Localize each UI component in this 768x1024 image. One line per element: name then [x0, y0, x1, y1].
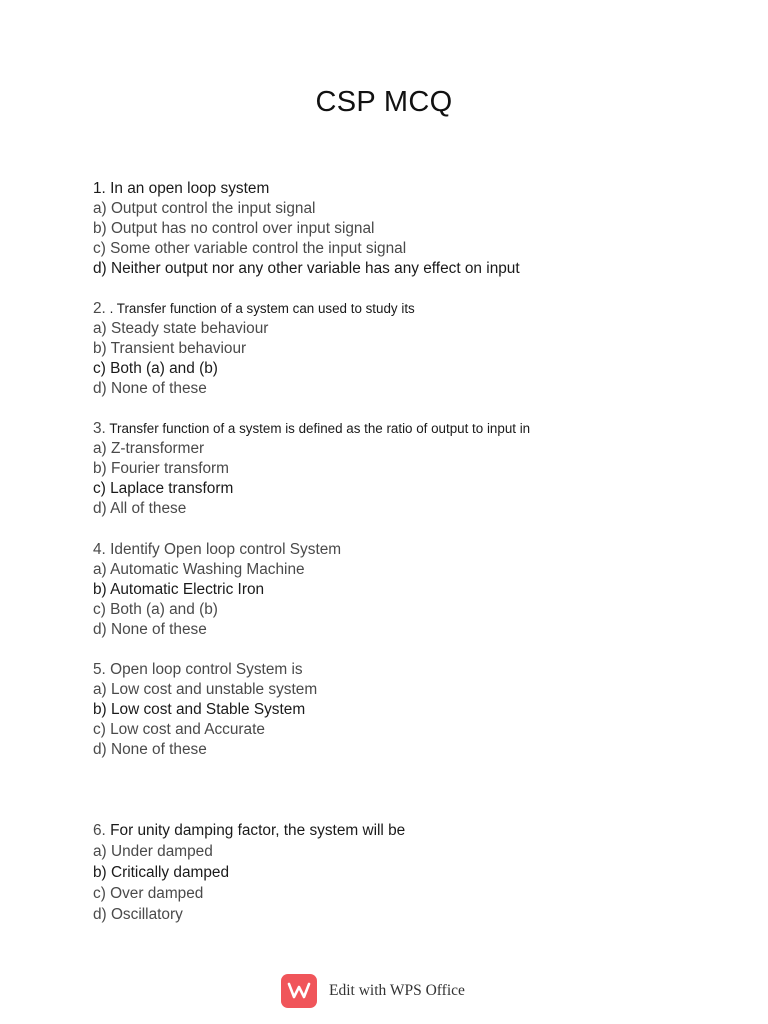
option-d: d) None of these: [93, 621, 207, 638]
question-4: [93, 540, 733, 640]
question-6: [93, 820, 733, 925]
option-d: d) None of these: [93, 741, 207, 758]
question-3-stem: [93, 419, 733, 439]
option-b: b) Transient behaviour: [93, 340, 247, 357]
option-a: a) Automatic Washing Machine: [93, 561, 305, 578]
question-2: [93, 299, 733, 399]
edit-with-wps-badge[interactable]: [281, 974, 465, 1008]
option-d: d) None of these: [93, 380, 207, 397]
question-4-stem: [93, 540, 733, 560]
option-a: a) Z-transformer: [93, 440, 205, 457]
question-text: In an open loop system: [110, 180, 270, 197]
question-1-stem: [93, 179, 733, 199]
question-5: [93, 660, 733, 760]
option-a: a) Under damped: [93, 843, 213, 860]
question-number: 6.: [93, 822, 106, 839]
option-a: a) Output control the input signal: [93, 200, 316, 217]
option-c-answer: c) Both (a) and (b): [93, 360, 218, 377]
option-a: a) Low cost and unstable system: [93, 681, 318, 698]
question-text: Identify Open loop control System: [110, 541, 342, 558]
question-text: Transfer function of a system is defined as the ratio of output to input in: [109, 421, 531, 436]
wps-badge-text: Edit with WPS Office: [329, 982, 465, 999]
page-title: CSP MCQ: [315, 86, 453, 118]
question-6-stem: [93, 820, 733, 841]
question-number: 2.: [93, 300, 106, 317]
option-a: a) Steady state behaviour: [93, 320, 269, 337]
wps-office-logo-icon: [281, 974, 317, 1008]
question-number: 3.: [93, 420, 106, 437]
option-c-answer: c) Laplace transform: [93, 480, 234, 497]
option-b-answer: b) Automatic Electric Iron: [93, 581, 265, 598]
question-2-stem: [93, 299, 733, 319]
option-c: c) Over damped: [93, 885, 204, 902]
option-c: c) Low cost and Accurate: [93, 721, 265, 738]
question-text: Open loop control System is: [110, 661, 303, 678]
option-b: b) Fourier transform: [93, 460, 229, 477]
question-number: 5.: [93, 661, 106, 678]
question-3: [93, 419, 733, 519]
option-d-answer: d) Neither output nor any other variable has any effect on input: [93, 260, 520, 277]
option-d: d) Oscillatory: [93, 906, 183, 923]
question-text: . Transfer function of a system can used to study its: [109, 301, 415, 316]
question-1: [93, 179, 733, 279]
question-number: 1.: [93, 180, 106, 197]
option-c: c) Both (a) and (b): [93, 601, 218, 618]
option-b-answer: b) Critically damped: [93, 864, 229, 881]
option-c: c) Some other variable control the input signal: [93, 240, 407, 257]
question-text: For unity damping factor, the system will be: [110, 822, 406, 839]
question-5-stem: [93, 660, 733, 680]
question-number: 4.: [93, 541, 106, 558]
option-b: b) Output has no control over input signal: [93, 220, 375, 237]
option-b-answer: b) Low cost and Stable System: [93, 701, 306, 718]
option-d: d) All of these: [93, 500, 187, 517]
